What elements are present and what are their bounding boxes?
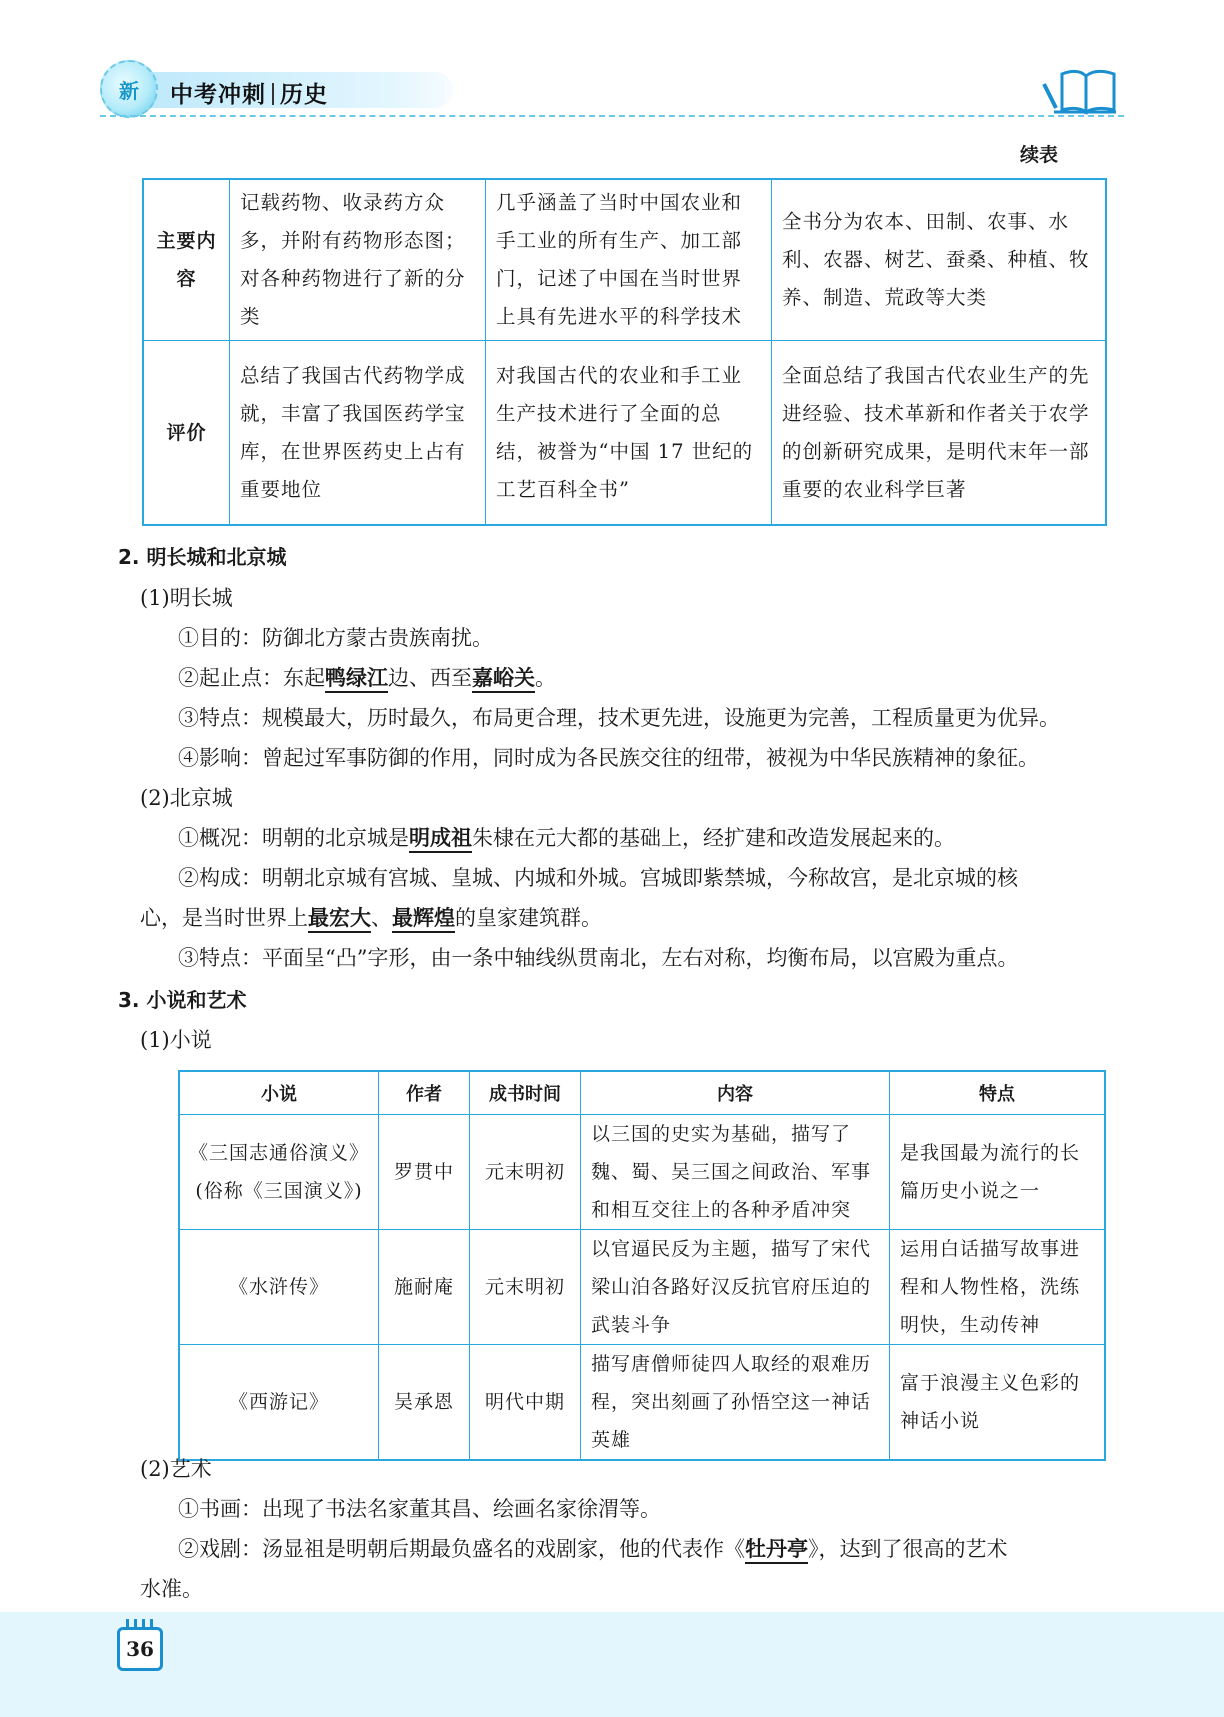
column-header: 小说 (179, 1071, 379, 1115)
paragraph: ②起止点：东起鸭绿江边、西至嘉峪关。 (178, 658, 556, 698)
novel-title-cell: 《水浒传》 (179, 1230, 379, 1345)
key-term: 明成祖 (409, 826, 472, 853)
paragraph: 心，是当时世界上最宏大、最辉煌的皇家建筑群。 (140, 898, 602, 938)
table-cell: 全面总结了我国古代农业生产的先进经验、技术革新和作者关于农学的创新研究成果，是明代末年一部重要的农业科学巨著 (772, 341, 1107, 526)
table-row (143, 179, 1106, 341)
time-cell: 元末明初 (470, 1230, 581, 1345)
paragraph: ②戏剧：汤显祖是明朝后期最负盛名的戏剧家，他的代表作《牡丹亭》，达到了很高的艺术 (178, 1529, 1008, 1569)
table-header-row (179, 1071, 1105, 1115)
author-cell: 罗贯中 (379, 1115, 470, 1230)
series-name: 中考冲刺 (170, 82, 266, 108)
feature-cell: 富于浪漫主义色彩的神话小说 (890, 1345, 1106, 1461)
row-header: 评价 (143, 341, 230, 526)
novel-title-cell: 《三国志通俗演义》 (俗称《三国演义》) (179, 1115, 379, 1230)
subsection-title: (1)明长城 (140, 586, 233, 610)
key-term: 最宏大 (308, 906, 371, 933)
subsection-title: (2)艺术 (140, 1457, 212, 1481)
page-number: 36 (117, 1627, 163, 1671)
column-header: 作者 (379, 1071, 470, 1115)
subsection-title: (2)北京城 (140, 786, 233, 810)
open-book-icon (1040, 64, 1120, 118)
books-table-continued (142, 178, 1107, 526)
paragraph: ④影响：曾起过军事防御的作用，同时成为各民族交往的纽带，被视为中华民族精神的象征。 (178, 746, 1039, 770)
section-title: 3. 小说和艺术 (118, 988, 247, 1012)
author-cell: 吴承恩 (379, 1345, 470, 1461)
column-header: 成书时间 (470, 1071, 581, 1115)
column-header: 特点 (890, 1071, 1106, 1115)
header-title (170, 76, 328, 109)
subject-name: 历史 (280, 82, 328, 108)
content-cell: 以三国的史实为基础，描写了魏、蜀、吴三国之间政治、军事和相互交往上的各种矛盾冲突 (581, 1115, 890, 1230)
subsection-title: (1)小说 (140, 1028, 212, 1052)
table-cell: 全书分为农本、田制、农事、水利、农器、树艺、蚕桑、种植、牧养、制造、荒政等大类 (772, 179, 1107, 341)
feature-cell: 是我国最为流行的长篇历史小说之一 (890, 1115, 1106, 1230)
author-cell: 施耐庵 (379, 1230, 470, 1345)
continued-label: 续表 (1020, 144, 1059, 166)
key-term: 鸭绿江 (325, 666, 388, 693)
section-title: 2. 明长城和北京城 (118, 545, 287, 569)
key-term: 牡丹亭 (745, 1537, 808, 1564)
page-footer (0, 1612, 1224, 1717)
paragraph: 水准。 (140, 1577, 203, 1601)
series-logo: 新 (100, 60, 158, 118)
header-rule (100, 115, 1124, 117)
time-cell: 明代中期 (470, 1345, 581, 1461)
page-header (100, 58, 1130, 118)
table-row (179, 1115, 1105, 1230)
key-term: 最辉煌 (392, 906, 455, 933)
table-cell: 总结了我国古代药物学成就，丰富了我国医药学宝库，在世界医药史上占有重要地位 (230, 341, 486, 526)
table-row (179, 1345, 1105, 1461)
column-header: 内容 (581, 1071, 890, 1115)
paragraph: ③特点：平面呈“凸”字形，由一条中轴线纵贯南北，左右对称，均衡布局，以宫殿为重点。 (178, 946, 1019, 970)
feature-cell: 运用白话描写故事进程和人物性格，洗练明快，生动传神 (890, 1230, 1106, 1345)
table-cell: 记载药物、收录药方众多，并附有药物形态图；对各种药物进行了新的分类 (230, 179, 486, 341)
table-cell: 对我国古代的农业和手工业生产技术进行了全面的总结，被誉为“中国 17 世纪的工艺百科全书” (486, 341, 772, 526)
title-divider (272, 83, 274, 105)
table-row (179, 1230, 1105, 1345)
paragraph: ①书画：出现了书法名家董其昌、绘画名家徐渭等。 (178, 1497, 661, 1521)
paragraph: ③特点：规模最大，历时最久，布局更合理，技术更先进，设施更为完善，工程质量更为优异。 (178, 706, 1060, 730)
table-cell: 几乎涵盖了当时中国农业和手工业的所有生产、加工部门，记述了中国在当时世界上具有先进水平的科学技术 (486, 179, 772, 341)
time-cell: 元末明初 (470, 1115, 581, 1230)
content-cell: 以官逼民反为主题，描写了宋代梁山泊各路好汉反抗官府压迫的武装斗争 (581, 1230, 890, 1345)
novel-title-cell: 《西游记》 (179, 1345, 379, 1461)
content-cell: 描写唐僧师徒四人取经的艰难历程，突出刻画了孙悟空这一神话英雄 (581, 1345, 890, 1461)
key-term: 嘉峪关 (472, 666, 535, 693)
paragraph: ②构成：明朝北京城有宫城、皇城、内城和外城。宫城即紫禁城，今称故宫，是北京城的核 (178, 866, 1018, 890)
novels-table (178, 1070, 1106, 1461)
row-header: 主要内容 (143, 179, 230, 341)
table-row (143, 341, 1106, 526)
paragraph: ①目的：防御北方蒙古贵族南扰。 (178, 626, 493, 650)
paragraph: ①概况：明朝的北京城是明成祖朱棣在元大都的基础上，经扩建和改造发展起来的。 (178, 818, 955, 858)
